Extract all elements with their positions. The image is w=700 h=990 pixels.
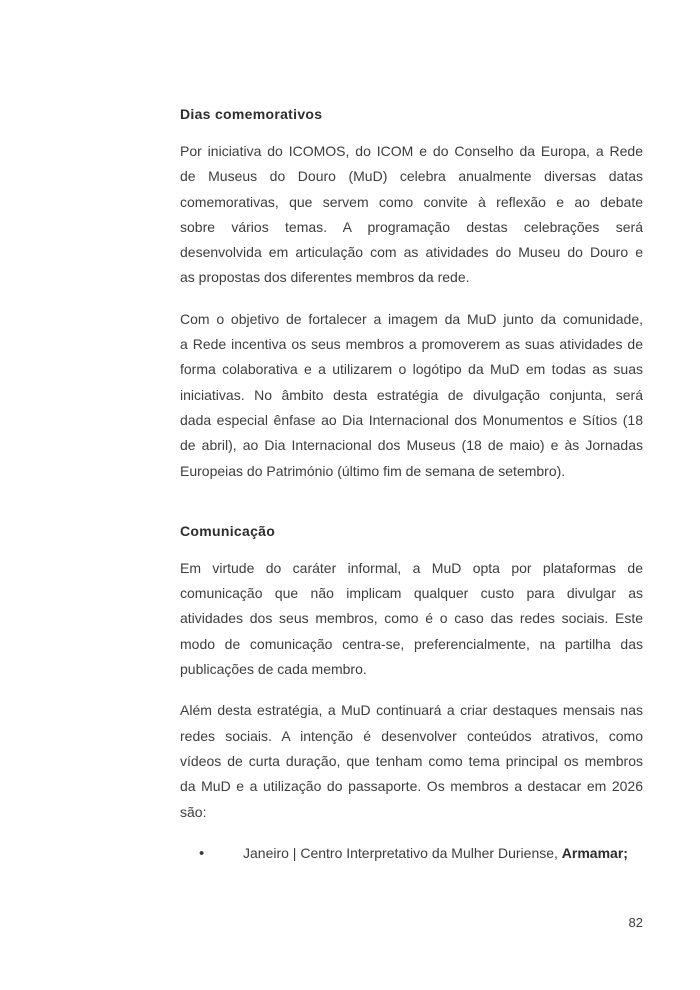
text-line: iniciativas. No âmbito desta estratégia de divulgação conjunta, será bbox=[180, 386, 643, 403]
paragraph bbox=[180, 139, 643, 291]
text-line: sobre vários temas. A programação destas celebrações será bbox=[180, 218, 643, 235]
list-item-text bbox=[243, 845, 628, 861]
text-line: a Rede incentiva os seus membros a promoverem as suas atividades de bbox=[180, 336, 643, 353]
text-line: publicações de cada membro. bbox=[180, 661, 367, 678]
text-line: de abril), ao Dia Internacional dos Museus (18 de maio) e às Jornadas bbox=[180, 437, 643, 454]
page-content bbox=[180, 102, 643, 866]
paragraph bbox=[180, 556, 643, 682]
text-line: Em virtude do caráter informal, a MuD opta por plataformas de bbox=[180, 559, 643, 576]
section-heading-comunicacao: Comunicação bbox=[180, 522, 276, 539]
paragraph bbox=[180, 698, 643, 824]
text-line: Além desta estratégia, a MuD continuará a criar destaques mensais nas bbox=[180, 702, 643, 719]
bullet-icon: • bbox=[199, 844, 205, 862]
text-line: comunicação que não implicam qualquer custo para divulgar as bbox=[180, 585, 643, 602]
text-line: Com o objetivo de fortalecer a imagem da MuD junto da comunidade, bbox=[180, 310, 643, 327]
text-line: vídeos de curta duração, que tenham como tema principal os membros bbox=[180, 752, 643, 769]
section-heading-dias-comemorativos: Dias comemorativos bbox=[180, 106, 323, 122]
text-line: desenvolvida em articulação com as atividades do Museu do Douro e bbox=[180, 244, 643, 261]
list-item bbox=[180, 841, 643, 866]
list-item-bold-text: Armamar; bbox=[561, 844, 628, 861]
text-line: as propostas dos diferentes membros da rede. bbox=[180, 269, 470, 286]
text-line: de Museus do Douro (MuD) celebra anualmente diversas datas bbox=[180, 168, 643, 185]
text-line: Europeias do Património (último fim de semana de setembro). bbox=[180, 462, 566, 479]
text-line: redes sociais. A intenção é desenvolver conteúdos atrativos, como bbox=[180, 727, 643, 744]
page-number: 82 bbox=[628, 915, 643, 930]
text-line: são: bbox=[180, 803, 207, 820]
text-line: comemorativas, que servem como convite à reflexão e ao debate bbox=[180, 193, 643, 210]
text-line: Por iniciativa do ICOMOS, do ICOM e do Conselho da Europa, a Rede bbox=[180, 143, 643, 159]
text-line: forma colaborativa e a utilizarem o logótipo da MuD em todas as suas bbox=[180, 361, 643, 378]
text-line: da MuD e a utilização do passaporte. Os membros a destacar em 2026 bbox=[180, 778, 643, 795]
section-comunicacao bbox=[180, 519, 643, 866]
text-line: atividades dos seus membros, como é o caso das redes sociais. Este bbox=[180, 610, 643, 627]
section-dias-comemorativos bbox=[180, 102, 643, 484]
text-line: dada especial ênfase ao Dia Internacional dos Monumentos e Sítios (18 bbox=[180, 411, 643, 428]
text-line: modo de comunicação centra-se, preferencialmente, na partilha das bbox=[180, 635, 643, 652]
paragraph bbox=[180, 307, 643, 484]
list-item-prefix: Janeiro | Centro Interpretativo da Mulher Duriense, bbox=[243, 844, 562, 861]
